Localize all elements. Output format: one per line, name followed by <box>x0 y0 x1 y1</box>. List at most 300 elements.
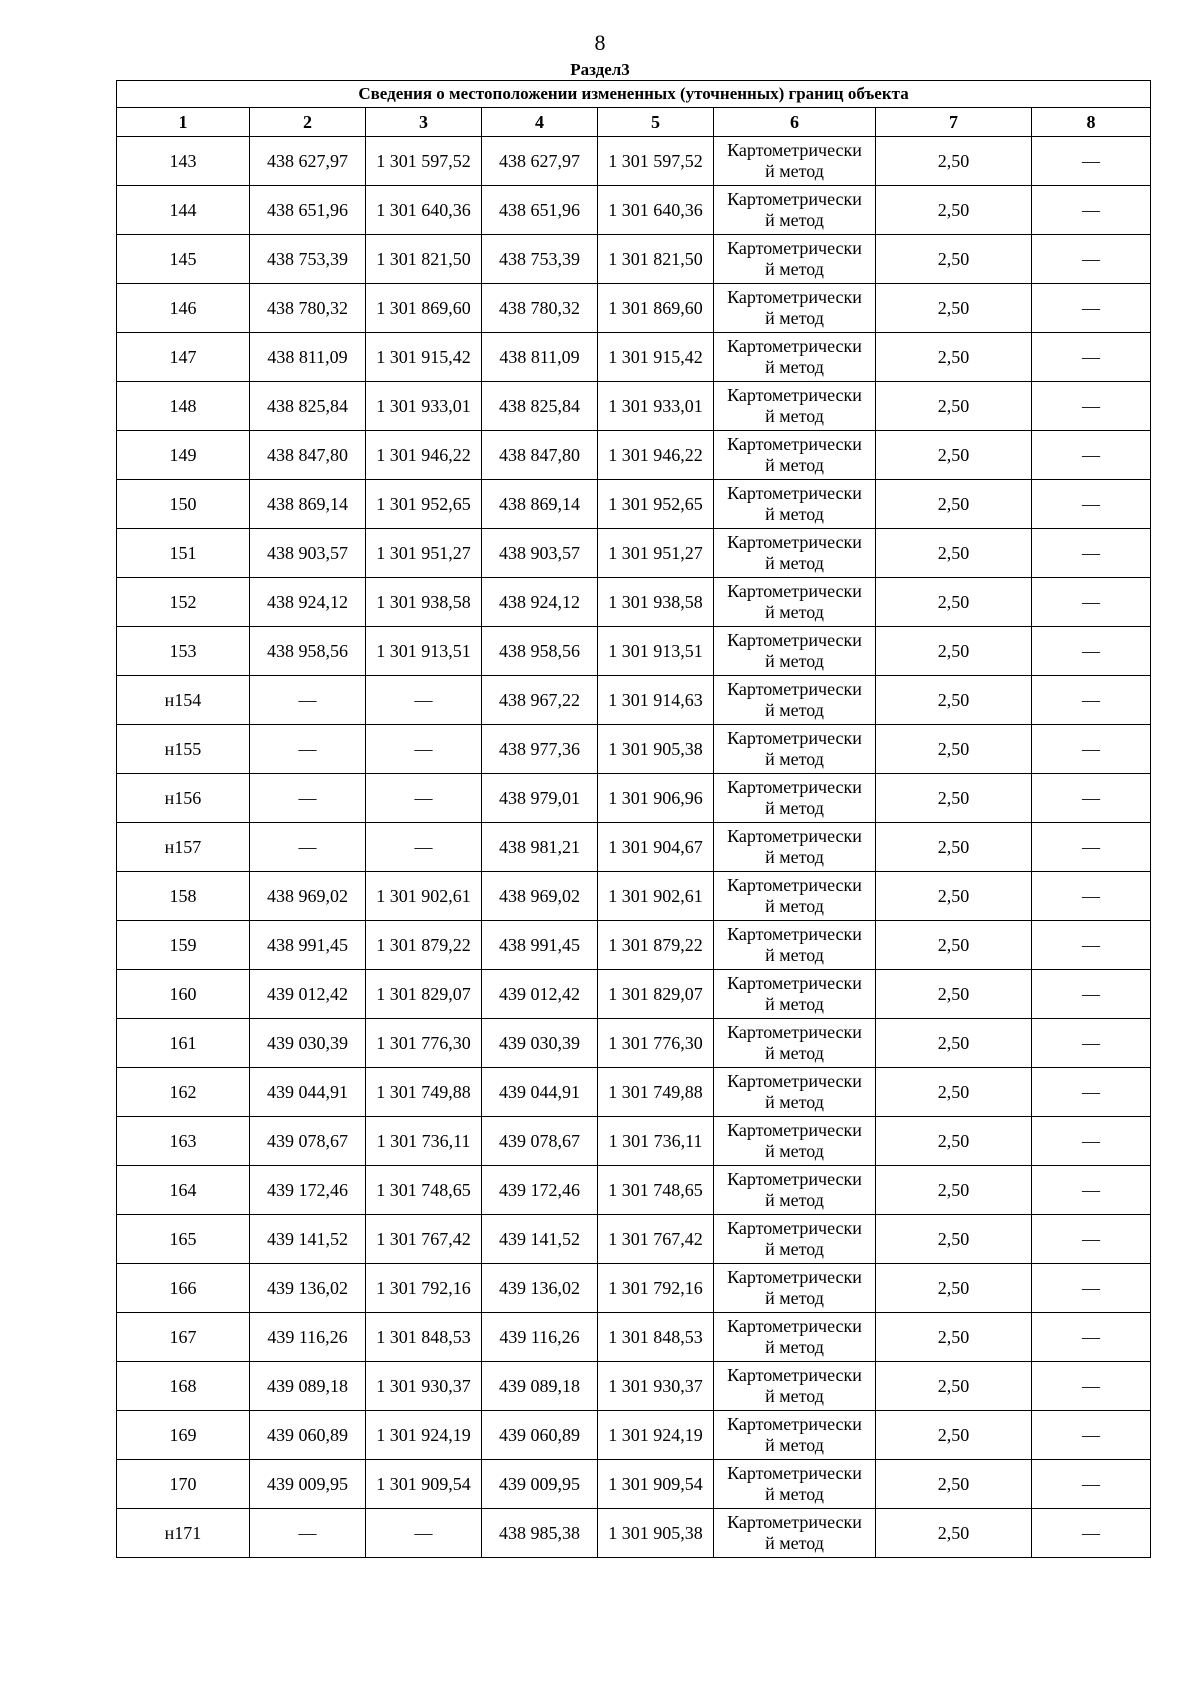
existing-x-cell: 438 924,12 <box>250 578 366 627</box>
method-line-1: Картометрически <box>727 1414 862 1434</box>
refined-x-cell: 438 780,32 <box>482 284 598 333</box>
accuracy-cell: 2,50 <box>876 872 1032 921</box>
method-line-1: Картометрически <box>727 336 862 356</box>
table-row <box>117 1215 1151 1264</box>
refined-x-cell: 438 869,14 <box>482 480 598 529</box>
method-line-2: й метод <box>765 1043 824 1063</box>
point-number-cell: 143 <box>117 137 250 186</box>
method-line-1: Картометрически <box>727 630 862 650</box>
method-cell <box>714 480 876 529</box>
point-number-cell: 161 <box>117 1019 250 1068</box>
method-cell <box>714 1313 876 1362</box>
accuracy-cell: 2,50 <box>876 1215 1032 1264</box>
method-line-2: й метод <box>765 945 824 965</box>
refined-x-cell: 438 627,97 <box>482 137 598 186</box>
refined-x-cell: 439 009,95 <box>482 1460 598 1509</box>
method-line-1: Картометрически <box>727 826 862 846</box>
column-8-cell: — <box>1032 725 1151 774</box>
method-cell <box>714 1019 876 1068</box>
column-header-7: 7 <box>876 108 1032 137</box>
column-8-cell: — <box>1032 186 1151 235</box>
refined-y-cell: 1 301 821,50 <box>598 235 714 284</box>
refined-x-cell: 439 136,02 <box>482 1264 598 1313</box>
refined-y-cell: 1 301 905,38 <box>598 1509 714 1558</box>
point-number-cell: н155 <box>117 725 250 774</box>
accuracy-cell: 2,50 <box>876 333 1032 382</box>
method-line-1: Картометрически <box>727 238 862 258</box>
table-row <box>117 774 1151 823</box>
existing-y-cell: 1 301 749,88 <box>366 1068 482 1117</box>
column-8-cell: — <box>1032 774 1151 823</box>
method-cell <box>714 284 876 333</box>
refined-x-cell: 438 991,45 <box>482 921 598 970</box>
existing-y-cell: — <box>366 725 482 774</box>
method-line-1: Картометрически <box>727 973 862 993</box>
method-line-2: й метод <box>765 1533 824 1553</box>
method-line-1: Картометрически <box>727 1267 862 1287</box>
accuracy-cell: 2,50 <box>876 529 1032 578</box>
point-number-cell: 146 <box>117 284 250 333</box>
table-row <box>117 431 1151 480</box>
column-8-cell: — <box>1032 823 1151 872</box>
point-number-cell: 144 <box>117 186 250 235</box>
refined-y-cell: 1 301 776,30 <box>598 1019 714 1068</box>
column-8-cell: — <box>1032 480 1151 529</box>
method-cell <box>714 1117 876 1166</box>
table-row <box>117 1313 1151 1362</box>
table-row <box>117 480 1151 529</box>
method-line-2: й метод <box>765 1141 824 1161</box>
column-8-cell: — <box>1032 137 1151 186</box>
accuracy-cell: 2,50 <box>876 1166 1032 1215</box>
method-cell <box>714 1215 876 1264</box>
accuracy-cell: 2,50 <box>876 137 1032 186</box>
accuracy-cell: 2,50 <box>876 480 1032 529</box>
refined-y-cell: 1 301 736,11 <box>598 1117 714 1166</box>
refined-y-cell: 1 301 792,16 <box>598 1264 714 1313</box>
refined-x-cell: 439 116,26 <box>482 1313 598 1362</box>
existing-y-cell: 1 301 748,65 <box>366 1166 482 1215</box>
refined-y-cell: 1 301 938,58 <box>598 578 714 627</box>
point-number-cell: 168 <box>117 1362 250 1411</box>
method-line-2: й метод <box>765 896 824 916</box>
existing-x-cell: 439 141,52 <box>250 1215 366 1264</box>
accuracy-cell: 2,50 <box>876 676 1032 725</box>
column-header-3: 3 <box>366 108 482 137</box>
column-header-1: 1 <box>117 108 250 137</box>
method-cell <box>714 1068 876 1117</box>
column-8-cell: — <box>1032 1264 1151 1313</box>
accuracy-cell: 2,50 <box>876 1460 1032 1509</box>
point-number-cell: 163 <box>117 1117 250 1166</box>
accuracy-cell: 2,50 <box>876 774 1032 823</box>
method-line-1: Картометрически <box>727 287 862 307</box>
method-cell <box>714 970 876 1019</box>
existing-x-cell: — <box>250 1509 366 1558</box>
refined-x-cell: 439 089,18 <box>482 1362 598 1411</box>
existing-y-cell: 1 301 829,07 <box>366 970 482 1019</box>
method-line-2: й метод <box>765 357 824 377</box>
column-8-cell: — <box>1032 1019 1151 1068</box>
refined-y-cell: 1 301 597,52 <box>598 137 714 186</box>
method-line-1: Картометрически <box>727 581 862 601</box>
accuracy-cell: 2,50 <box>876 970 1032 1019</box>
point-number-cell: н171 <box>117 1509 250 1558</box>
table-row <box>117 921 1151 970</box>
accuracy-cell: 2,50 <box>876 382 1032 431</box>
existing-y-cell: 1 301 909,54 <box>366 1460 482 1509</box>
refined-y-cell: 1 301 869,60 <box>598 284 714 333</box>
method-line-2: й метод <box>765 504 824 524</box>
method-line-1: Картометрически <box>727 385 862 405</box>
existing-x-cell: 438 969,02 <box>250 872 366 921</box>
existing-y-cell: 1 301 869,60 <box>366 284 482 333</box>
existing-y-cell: 1 301 792,16 <box>366 1264 482 1313</box>
existing-y-cell: 1 301 915,42 <box>366 333 482 382</box>
refined-x-cell: 439 030,39 <box>482 1019 598 1068</box>
existing-x-cell: 439 009,95 <box>250 1460 366 1509</box>
column-8-cell: — <box>1032 1215 1151 1264</box>
column-8-cell: — <box>1032 1313 1151 1362</box>
refined-x-cell: 438 985,38 <box>482 1509 598 1558</box>
existing-x-cell: 439 030,39 <box>250 1019 366 1068</box>
existing-x-cell: 438 903,57 <box>250 529 366 578</box>
accuracy-cell: 2,50 <box>876 823 1032 872</box>
refined-y-cell: 1 301 951,27 <box>598 529 714 578</box>
existing-x-cell: 439 116,26 <box>250 1313 366 1362</box>
existing-y-cell: 1 301 902,61 <box>366 872 482 921</box>
existing-y-cell: 1 301 640,36 <box>366 186 482 235</box>
method-line-2: й метод <box>765 1092 824 1112</box>
refined-x-cell: 438 981,21 <box>482 823 598 872</box>
existing-y-cell: — <box>366 823 482 872</box>
table-row <box>117 1509 1151 1558</box>
column-8-cell: — <box>1032 529 1151 578</box>
refined-x-cell: 438 969,02 <box>482 872 598 921</box>
table-row <box>117 1264 1151 1313</box>
point-number-cell: 170 <box>117 1460 250 1509</box>
method-line-1: Картометрически <box>727 434 862 454</box>
refined-y-cell: 1 301 924,19 <box>598 1411 714 1460</box>
accuracy-cell: 2,50 <box>876 578 1032 627</box>
method-cell <box>714 1411 876 1460</box>
table-row <box>117 1068 1151 1117</box>
existing-y-cell: 1 301 848,53 <box>366 1313 482 1362</box>
column-8-cell: — <box>1032 431 1151 480</box>
refined-x-cell: 439 078,67 <box>482 1117 598 1166</box>
existing-x-cell: 438 869,14 <box>250 480 366 529</box>
method-line-2: й метод <box>765 1239 824 1259</box>
method-line-2: й метод <box>765 798 824 818</box>
column-8-cell: — <box>1032 921 1151 970</box>
method-cell <box>714 627 876 676</box>
method-cell <box>714 333 876 382</box>
existing-x-cell: 438 958,56 <box>250 627 366 676</box>
table-row <box>117 186 1151 235</box>
existing-x-cell: 439 044,91 <box>250 1068 366 1117</box>
refined-y-cell: 1 301 930,37 <box>598 1362 714 1411</box>
method-line-1: Картометрически <box>727 924 862 944</box>
existing-x-cell: — <box>250 725 366 774</box>
accuracy-cell: 2,50 <box>876 1313 1032 1362</box>
accuracy-cell: 2,50 <box>876 1362 1032 1411</box>
method-line-1: Картометрически <box>727 679 862 699</box>
method-cell <box>714 1509 876 1558</box>
refined-x-cell: 438 847,80 <box>482 431 598 480</box>
refined-y-cell: 1 301 902,61 <box>598 872 714 921</box>
existing-y-cell: — <box>366 774 482 823</box>
point-number-cell: 160 <box>117 970 250 1019</box>
method-cell <box>714 578 876 627</box>
method-line-1: Картометрически <box>727 875 862 895</box>
method-line-1: Картометрически <box>727 1316 862 1336</box>
accuracy-cell: 2,50 <box>876 235 1032 284</box>
method-line-1: Картометрически <box>727 1071 862 1091</box>
point-number-cell: н154 <box>117 676 250 725</box>
accuracy-cell: 2,50 <box>876 1264 1032 1313</box>
accuracy-cell: 2,50 <box>876 1411 1032 1460</box>
method-cell <box>714 431 876 480</box>
refined-x-cell: 438 753,39 <box>482 235 598 284</box>
existing-x-cell: 439 060,89 <box>250 1411 366 1460</box>
method-line-2: й метод <box>765 259 824 279</box>
method-line-2: й метод <box>765 700 824 720</box>
method-line-2: й метод <box>765 308 824 328</box>
existing-y-cell: 1 301 952,65 <box>366 480 482 529</box>
method-line-2: й метод <box>765 1337 824 1357</box>
column-8-cell: — <box>1032 627 1151 676</box>
existing-x-cell: 439 136,02 <box>250 1264 366 1313</box>
refined-y-cell: 1 301 933,01 <box>598 382 714 431</box>
column-header-6: 6 <box>714 108 876 137</box>
existing-x-cell: 439 078,67 <box>250 1117 366 1166</box>
column-8-cell: — <box>1032 1117 1151 1166</box>
existing-x-cell: 438 825,84 <box>250 382 366 431</box>
existing-x-cell: 438 811,09 <box>250 333 366 382</box>
column-header-8: 8 <box>1032 108 1151 137</box>
column-8-cell: — <box>1032 1509 1151 1558</box>
method-line-2: й метод <box>765 553 824 573</box>
point-number-cell: 164 <box>117 1166 250 1215</box>
existing-y-cell: 1 301 924,19 <box>366 1411 482 1460</box>
method-line-1: Картометрически <box>727 777 862 797</box>
existing-y-cell: 1 301 938,58 <box>366 578 482 627</box>
existing-y-cell: 1 301 879,22 <box>366 921 482 970</box>
method-line-1: Картометрически <box>727 189 862 209</box>
point-number-cell: 165 <box>117 1215 250 1264</box>
column-8-cell: — <box>1032 1362 1151 1411</box>
table-row <box>117 676 1151 725</box>
table-row <box>117 1166 1151 1215</box>
accuracy-cell: 2,50 <box>876 627 1032 676</box>
method-cell <box>714 137 876 186</box>
table-row <box>117 1019 1151 1068</box>
existing-y-cell: 1 301 946,22 <box>366 431 482 480</box>
method-cell <box>714 921 876 970</box>
method-line-2: й метод <box>765 1484 824 1504</box>
existing-x-cell: 438 627,97 <box>250 137 366 186</box>
refined-y-cell: 1 301 879,22 <box>598 921 714 970</box>
method-cell <box>714 676 876 725</box>
method-line-1: Картометрически <box>727 483 862 503</box>
point-number-cell: 151 <box>117 529 250 578</box>
refined-y-cell: 1 301 767,42 <box>598 1215 714 1264</box>
refined-y-cell: 1 301 748,65 <box>598 1166 714 1215</box>
existing-x-cell: — <box>250 823 366 872</box>
refined-x-cell: 439 044,91 <box>482 1068 598 1117</box>
column-8-cell: — <box>1032 382 1151 431</box>
column-header-2: 2 <box>250 108 366 137</box>
accuracy-cell: 2,50 <box>876 431 1032 480</box>
refined-x-cell: 439 012,42 <box>482 970 598 1019</box>
accuracy-cell: 2,50 <box>876 1509 1032 1558</box>
method-line-1: Картометрически <box>727 1169 862 1189</box>
column-8-cell: — <box>1032 284 1151 333</box>
method-line-2: й метод <box>765 455 824 475</box>
method-cell <box>714 382 876 431</box>
existing-x-cell: — <box>250 774 366 823</box>
table-row <box>117 235 1151 284</box>
existing-y-cell: 1 301 951,27 <box>366 529 482 578</box>
existing-x-cell: 438 753,39 <box>250 235 366 284</box>
point-number-cell: 147 <box>117 333 250 382</box>
table-row <box>117 872 1151 921</box>
table-row <box>117 1411 1151 1460</box>
column-8-cell: — <box>1032 970 1151 1019</box>
refined-x-cell: 438 977,36 <box>482 725 598 774</box>
column-8-cell: — <box>1032 333 1151 382</box>
column-8-cell: — <box>1032 1166 1151 1215</box>
existing-x-cell: — <box>250 676 366 725</box>
table-row <box>117 529 1151 578</box>
method-line-1: Картометрически <box>727 1120 862 1140</box>
existing-y-cell: — <box>366 676 482 725</box>
refined-y-cell: 1 301 848,53 <box>598 1313 714 1362</box>
point-number-cell: 152 <box>117 578 250 627</box>
column-8-cell: — <box>1032 578 1151 627</box>
column-header-5: 5 <box>598 108 714 137</box>
method-line-2: й метод <box>765 994 824 1014</box>
refined-y-cell: 1 301 914,63 <box>598 676 714 725</box>
column-8-cell: — <box>1032 1068 1151 1117</box>
refined-y-cell: 1 301 906,96 <box>598 774 714 823</box>
table-row <box>117 578 1151 627</box>
column-header-4: 4 <box>482 108 598 137</box>
refined-y-cell: 1 301 952,65 <box>598 480 714 529</box>
existing-x-cell: 438 651,96 <box>250 186 366 235</box>
refined-y-cell: 1 301 904,67 <box>598 823 714 872</box>
existing-y-cell: 1 301 767,42 <box>366 1215 482 1264</box>
refined-y-cell: 1 301 829,07 <box>598 970 714 1019</box>
method-line-1: Картометрически <box>727 1463 862 1483</box>
table-row <box>117 823 1151 872</box>
method-line-2: й метод <box>765 1435 824 1455</box>
point-number-cell: 153 <box>117 627 250 676</box>
method-cell <box>714 823 876 872</box>
method-line-2: й метод <box>765 1386 824 1406</box>
refined-x-cell: 438 651,96 <box>482 186 598 235</box>
accuracy-cell: 2,50 <box>876 921 1032 970</box>
accuracy-cell: 2,50 <box>876 1117 1032 1166</box>
point-number-cell: 169 <box>117 1411 250 1460</box>
method-line-2: й метод <box>765 1190 824 1210</box>
point-number-cell: 166 <box>117 1264 250 1313</box>
method-line-2: й метод <box>765 602 824 622</box>
section-title: Раздел3 <box>570 60 630 79</box>
column-8-cell: — <box>1032 1411 1151 1460</box>
table-body <box>117 137 1151 1558</box>
existing-y-cell: 1 301 930,37 <box>366 1362 482 1411</box>
refined-x-cell: 439 172,46 <box>482 1166 598 1215</box>
existing-y-cell: 1 301 736,11 <box>366 1117 482 1166</box>
method-line-2: й метод <box>765 749 824 769</box>
method-line-1: Картометрически <box>727 1512 862 1532</box>
existing-y-cell: — <box>366 1509 482 1558</box>
refined-y-cell: 1 301 946,22 <box>598 431 714 480</box>
method-cell <box>714 774 876 823</box>
point-number-cell: 145 <box>117 235 250 284</box>
point-number-cell: 158 <box>117 872 250 921</box>
existing-y-cell: 1 301 821,50 <box>366 235 482 284</box>
method-cell <box>714 872 876 921</box>
accuracy-cell: 2,50 <box>876 1068 1032 1117</box>
table-caption: Сведения о местоположении измененных (уточненных) границ объекта <box>117 81 1151 108</box>
refined-x-cell: 438 958,56 <box>482 627 598 676</box>
table-row <box>117 970 1151 1019</box>
existing-x-cell: 439 012,42 <box>250 970 366 1019</box>
method-cell <box>714 1460 876 1509</box>
method-line-2: й метод <box>765 847 824 867</box>
accuracy-cell: 2,50 <box>876 186 1032 235</box>
existing-y-cell: 1 301 597,52 <box>366 137 482 186</box>
table-row <box>117 137 1151 186</box>
point-number-cell: н157 <box>117 823 250 872</box>
point-number-cell: 167 <box>117 1313 250 1362</box>
existing-y-cell: 1 301 933,01 <box>366 382 482 431</box>
refined-y-cell: 1 301 905,38 <box>598 725 714 774</box>
method-line-1: Картометрически <box>727 1218 862 1238</box>
method-line-2: й метод <box>765 651 824 671</box>
method-line-2: й метод <box>765 210 824 230</box>
table-row <box>117 725 1151 774</box>
refined-x-cell: 439 060,89 <box>482 1411 598 1460</box>
existing-x-cell: 439 172,46 <box>250 1166 366 1215</box>
refined-y-cell: 1 301 915,42 <box>598 333 714 382</box>
accuracy-cell: 2,50 <box>876 1019 1032 1068</box>
existing-x-cell: 439 089,18 <box>250 1362 366 1411</box>
column-8-cell: — <box>1032 235 1151 284</box>
method-line-2: й метод <box>765 1288 824 1308</box>
table-row <box>117 1117 1151 1166</box>
point-number-cell: 150 <box>117 480 250 529</box>
method-line-1: Картометрически <box>727 1022 862 1042</box>
page-number: 8 <box>594 30 606 55</box>
point-number-cell: 162 <box>117 1068 250 1117</box>
method-line-1: Картометрически <box>727 140 862 160</box>
refined-x-cell: 438 811,09 <box>482 333 598 382</box>
accuracy-cell: 2,50 <box>876 284 1032 333</box>
refined-x-cell: 439 141,52 <box>482 1215 598 1264</box>
refined-y-cell: 1 301 909,54 <box>598 1460 714 1509</box>
method-cell <box>714 725 876 774</box>
table-row <box>117 1460 1151 1509</box>
refined-x-cell: 438 967,22 <box>482 676 598 725</box>
method-cell <box>714 1166 876 1215</box>
existing-y-cell: 1 301 913,51 <box>366 627 482 676</box>
table-row <box>117 284 1151 333</box>
refined-y-cell: 1 301 640,36 <box>598 186 714 235</box>
existing-y-cell: 1 301 776,30 <box>366 1019 482 1068</box>
